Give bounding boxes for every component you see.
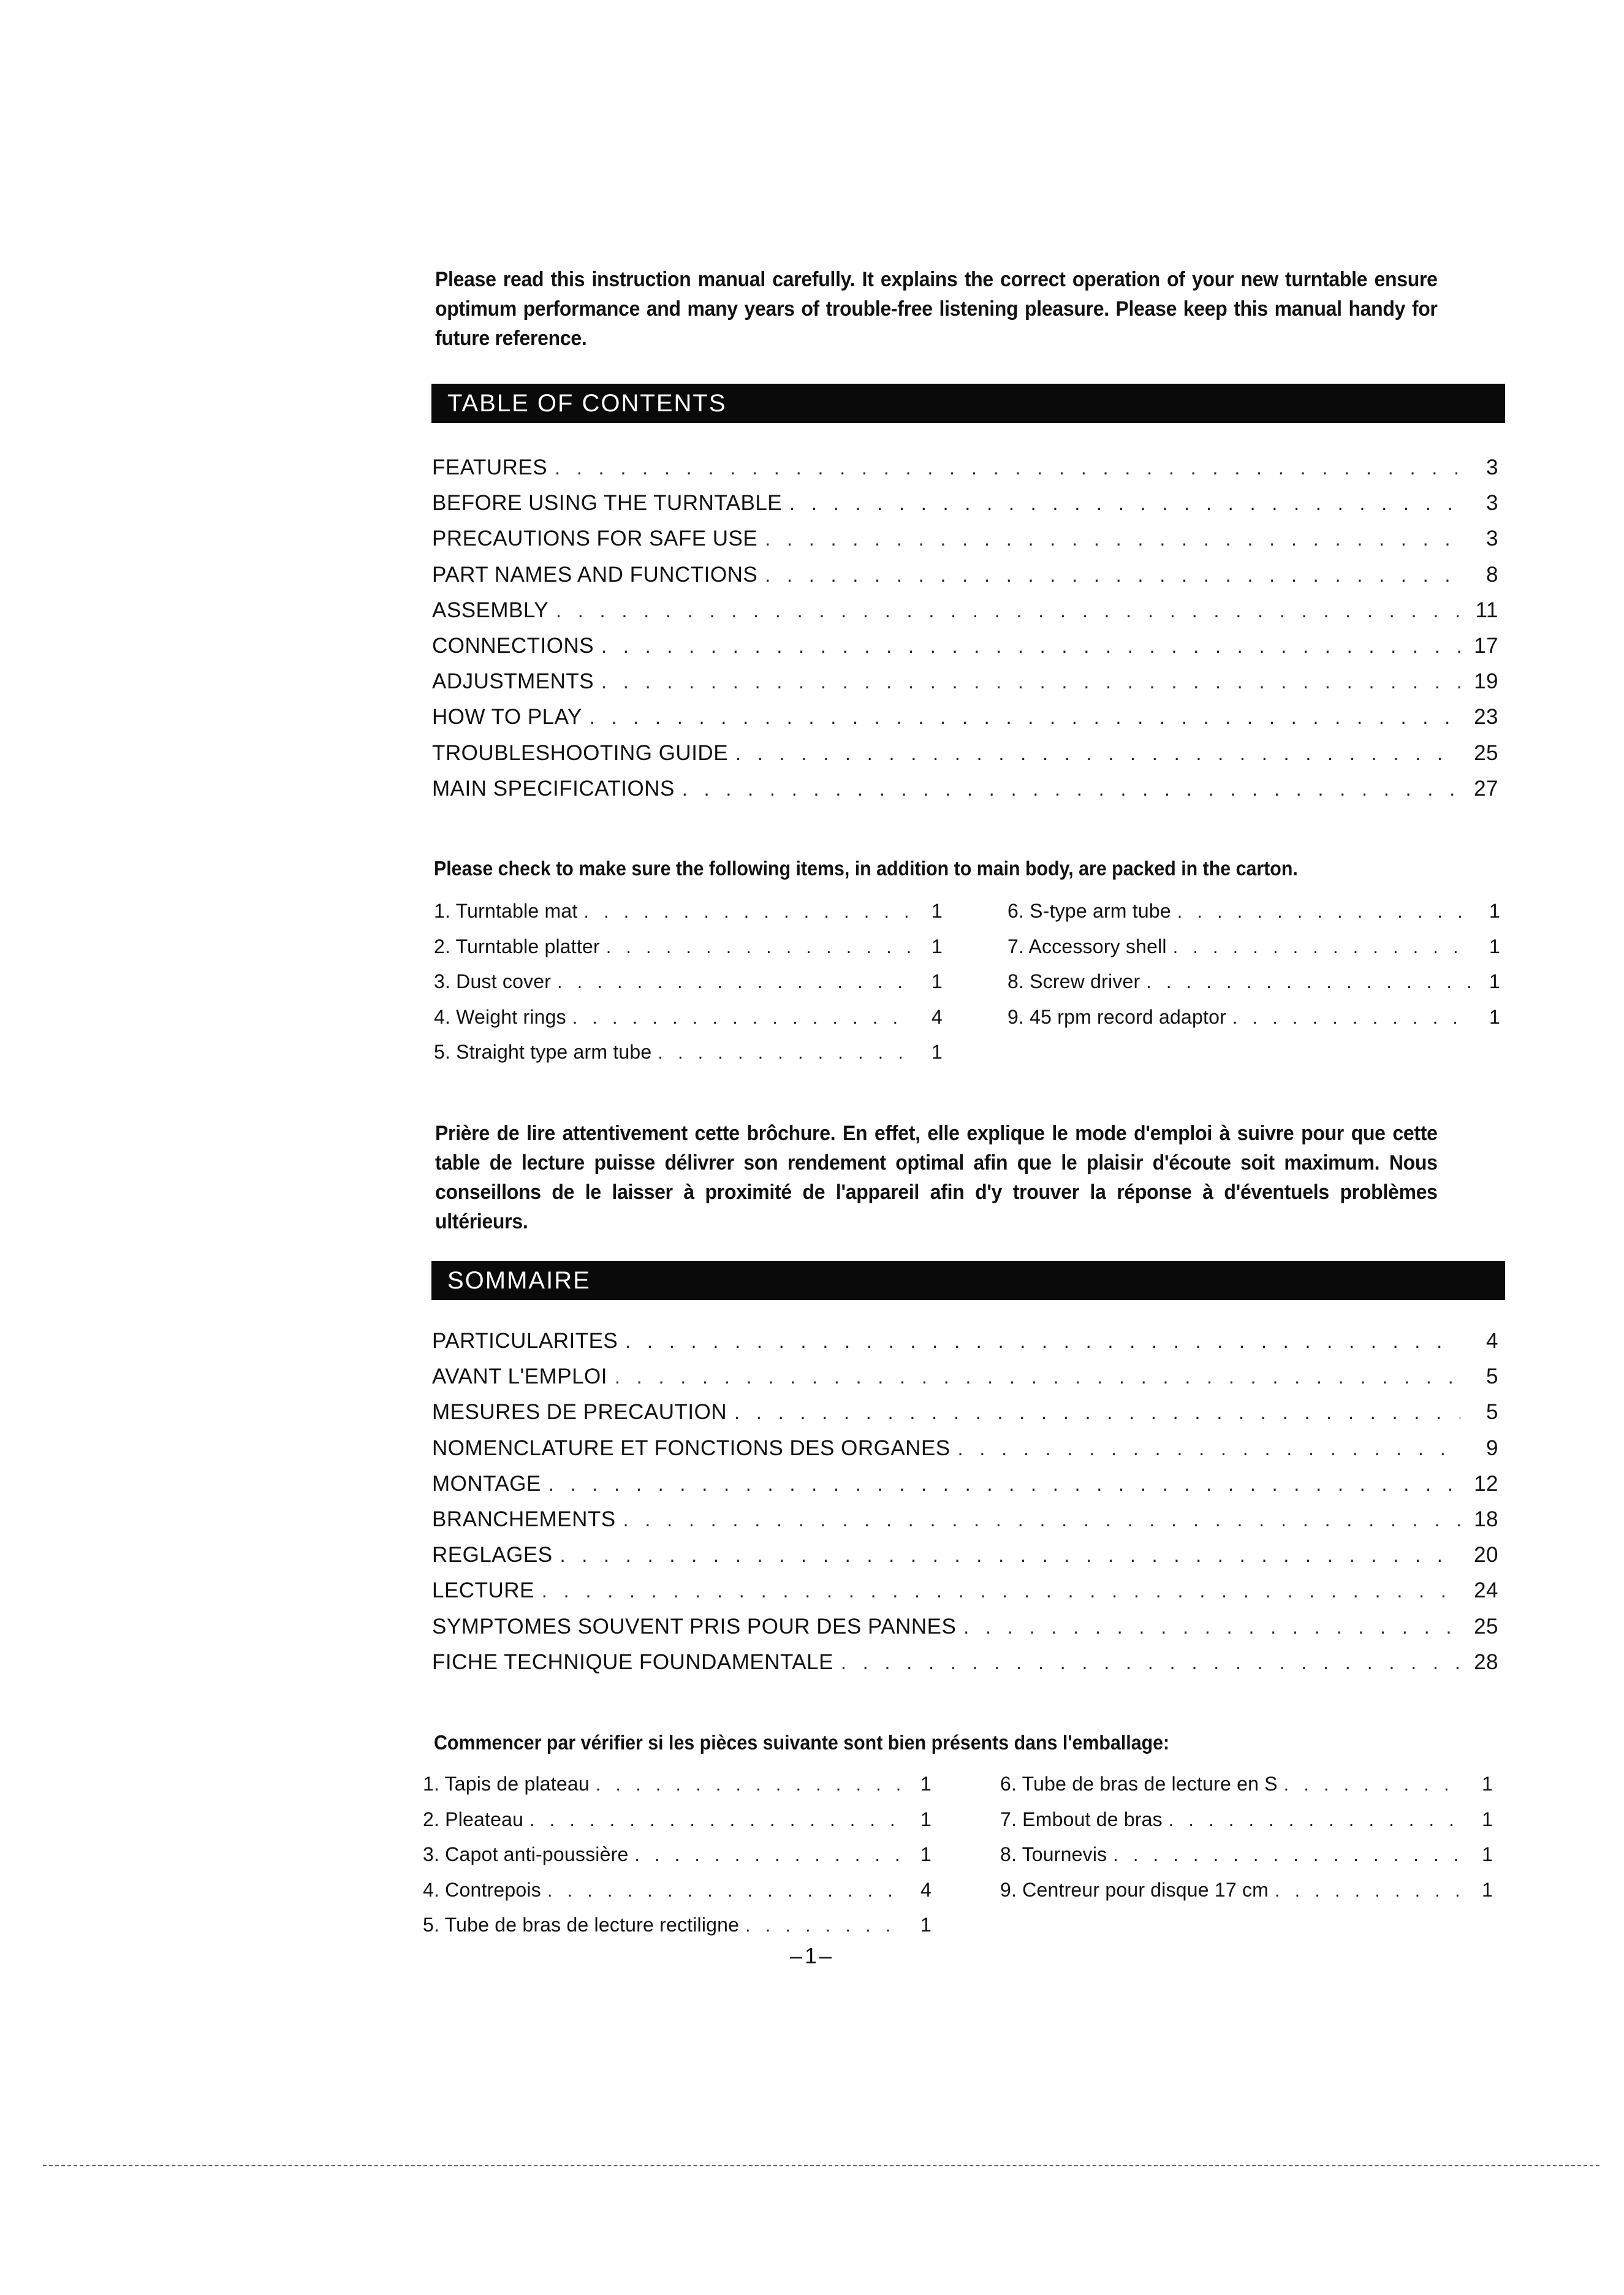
toc-entry <box>432 669 1498 705</box>
packing-item-qty: 1 <box>920 1914 932 1936</box>
toc-entry <box>432 563 1498 598</box>
dot-leader <box>634 1845 903 1866</box>
toc-entry-title: NOMENCLATURE ET FONCTIONS DES ORGANES <box>432 1436 950 1460</box>
packing-item-label: 1. Tapis de plateau <box>423 1773 590 1795</box>
toc-entry-title: SYMPTOMES SOUVENT PRIS POUR DES PANNES <box>432 1614 957 1638</box>
toc-entry <box>432 598 1498 634</box>
dot-leader <box>958 1437 1460 1460</box>
dot-leader <box>583 902 914 923</box>
packing-item-qty: 1 <box>932 900 943 922</box>
toc-entry-page: 19 <box>1474 669 1498 694</box>
dot-leader <box>542 1580 1460 1602</box>
packing-column-right <box>1000 1773 1493 1914</box>
dot-leader <box>557 972 914 993</box>
packing-item <box>434 900 943 935</box>
toc-entry-title: PARTICULARITES <box>432 1329 618 1353</box>
toc-entry <box>432 1507 1498 1543</box>
dot-leader <box>615 1366 1460 1388</box>
packing-item-label: 3. Dust cover <box>434 970 552 992</box>
toc-entry-title: PART NAMES AND FUNCTIONS <box>432 562 758 587</box>
dot-leader <box>734 1401 1460 1424</box>
toc-entry-page: 3 <box>1486 527 1498 551</box>
packing-item-qty: 4 <box>920 1878 932 1901</box>
packing-item-qty: 1 <box>932 970 943 992</box>
toc-entry-title: BRANCHEMENTS <box>432 1507 616 1531</box>
packing-item <box>423 1808 932 1844</box>
toc-entry-title: PRECAUTIONS FOR SAFE USE <box>432 527 758 551</box>
dot-leader <box>1177 902 1472 923</box>
dot-leader <box>765 528 1460 550</box>
toc-entry <box>432 527 1498 562</box>
toc-entry-page: 20 <box>1474 1543 1498 1567</box>
packing-item <box>1007 900 1500 935</box>
scan-edge-line <box>43 2165 1599 2166</box>
packing-item-label: 2. Pleateau <box>423 1808 524 1830</box>
dot-leader <box>529 1810 903 1831</box>
packing-item <box>1000 1773 1493 1808</box>
toc-entry <box>432 1650 1498 1686</box>
toc-entry-page: 17 <box>1474 633 1498 658</box>
dot-leader <box>963 1616 1460 1638</box>
dot-leader <box>590 706 1460 729</box>
toc-entry-title: BEFORE USING THE TURNTABLE <box>432 491 783 516</box>
toc-entry-title: FEATURES <box>432 455 548 479</box>
toc-entry <box>432 741 1498 777</box>
packing-item <box>423 1879 932 1914</box>
packing-item-qty: 1 <box>1482 1773 1493 1795</box>
packing-item-qty: 1 <box>932 1041 943 1063</box>
dot-leader <box>1146 972 1472 993</box>
toc-entry-page: 9 <box>1486 1436 1498 1460</box>
packing-item-label: 4. Contrepois <box>423 1878 541 1901</box>
packing-item-label: 3. Capot anti-poussière <box>423 1843 629 1865</box>
dot-leader <box>1284 1775 1465 1795</box>
page-number: –1– <box>789 1943 835 1968</box>
toc-entry-page: 23 <box>1474 705 1498 729</box>
intro-paragraph-fr: Prière de lire attentivement cette brôchure. En effet, elle explique le mode d'emploi à suivre pour que cette table de lecture puisse délivrer son rendement optimal afin que le plaisir d'écoute soit maximum. Nous conseillons de le laisser à proximité de l'appareil afin d'y trouver la réponse à d'éventuels problèmes ultérieurs. <box>435 1122 1438 1233</box>
toc-entry-page: 5 <box>1486 1364 1498 1389</box>
packing-item-qty: 1 <box>1482 1878 1493 1901</box>
packing-item-qty: 1 <box>1489 935 1500 957</box>
packing-item <box>423 1773 932 1808</box>
toc-banner-fr: SOMMAIRE <box>431 1261 1505 1300</box>
toc-entry-page: 3 <box>1486 455 1498 479</box>
dot-leader <box>556 599 1460 622</box>
toc-list-en <box>432 455 1498 812</box>
dot-leader <box>596 1775 903 1795</box>
dot-leader <box>682 778 1460 801</box>
dot-leader <box>555 457 1460 479</box>
toc-entry-page: 8 <box>1486 562 1498 587</box>
intro-paragraph-en: Please read this instruction manual carefully. It explains the correct operation of your new turntable ensure optimum performance and many years of trouble-free listening pleasure. Please keep this manual handy for future reference. <box>435 268 1438 350</box>
page-number-wrap <box>0 1943 1624 1969</box>
packing-column-left <box>423 1773 932 1949</box>
dot-leader <box>547 1881 903 1901</box>
toc-entry-title: AVANT L'EMPLOI <box>432 1364 607 1389</box>
toc-entry-page: 25 <box>1474 1614 1498 1638</box>
dot-leader <box>658 1043 914 1064</box>
packing-item-qty: 4 <box>932 1005 943 1028</box>
packing-item <box>434 970 943 1006</box>
toc-entry-page: 25 <box>1474 740 1498 765</box>
dot-leader <box>601 671 1460 693</box>
packing-item <box>1000 1843 1493 1879</box>
toc-entry-page: 27 <box>1474 776 1498 801</box>
packing-item-qty: 1 <box>1489 970 1500 992</box>
dot-leader <box>601 635 1460 658</box>
toc-entry-page: 12 <box>1474 1471 1498 1496</box>
packing-item-label: 9. 45 rpm record adaptor <box>1007 1005 1226 1028</box>
packing-item <box>434 1006 943 1041</box>
dot-leader <box>735 742 1460 765</box>
dot-leader <box>625 1330 1460 1353</box>
toc-entry-title: LECTURE <box>432 1578 534 1603</box>
toc-entry <box>432 705 1498 740</box>
packing-item-qty: 1 <box>920 1843 932 1865</box>
packing-item-label: 7. Embout de bras <box>1000 1808 1163 1830</box>
dot-leader <box>1113 1845 1465 1866</box>
packing-item-qty: 1 <box>932 935 943 957</box>
dot-leader <box>745 1916 903 1936</box>
packing-item <box>1000 1808 1493 1844</box>
toc-entry <box>432 1364 1498 1400</box>
packing-item <box>423 1843 932 1879</box>
packing-item-label: 8. Screw driver <box>1007 970 1140 992</box>
packing-column-left <box>434 900 943 1076</box>
dot-leader <box>572 1008 914 1029</box>
toc-entry-title: MESURES DE PRECAUTION <box>432 1400 727 1425</box>
toc-entry-title: FICHE TECHNIQUE FOUNDAMENTALE <box>432 1650 833 1674</box>
toc-entry-title: HOW TO PLAY <box>432 705 582 729</box>
packing-item <box>434 1041 943 1076</box>
dot-leader <box>560 1544 1460 1567</box>
dot-leader <box>841 1651 1460 1674</box>
toc-entry-page: 5 <box>1486 1400 1498 1425</box>
packing-check-heading-fr: Commencer par vérifier si les pièces suivante sont bien présents dans l'emballage: <box>434 1731 1170 1754</box>
dot-leader <box>1173 937 1472 958</box>
packing-item-label: 6. Tube de bras de lecture en S <box>1000 1773 1278 1795</box>
toc-entry <box>432 1436 1498 1472</box>
dot-leader <box>1232 1008 1472 1029</box>
packing-item <box>1007 1006 1500 1041</box>
dot-leader <box>623 1509 1460 1531</box>
toc-entry-title: CONNECTIONS <box>432 633 594 658</box>
packing-item-label: 8. Tournevis <box>1000 1843 1107 1865</box>
packing-item-label: 5. Tube de bras de lecture rectiligne <box>423 1914 740 1936</box>
toc-entry-title: TROUBLESHOOTING GUIDE <box>432 740 729 765</box>
packing-item-label: 5. Straight type arm tube <box>434 1041 652 1063</box>
toc-banner-en: TABLE OF CONTENTS <box>431 384 1505 423</box>
packing-item-label: 1. Turntable mat <box>434 900 578 922</box>
packing-check-heading-en: Please check to make sure the following items, in addition to main body, are packed in the carton. <box>434 857 1298 880</box>
packing-item <box>1000 1879 1493 1914</box>
packing-item <box>1007 935 1500 971</box>
toc-entry <box>432 1400 1498 1436</box>
toc-entry <box>432 455 1498 491</box>
packing-item-qty: 1 <box>920 1808 932 1830</box>
packing-item-qty: 1 <box>1482 1808 1493 1830</box>
packing-column-right <box>1007 900 1500 1041</box>
toc-entry-title: REGLAGES <box>432 1543 553 1567</box>
toc-entry <box>432 1472 1498 1507</box>
toc-entry-page: 18 <box>1474 1507 1498 1531</box>
packing-item-label: 7. Accessory shell <box>1007 935 1167 957</box>
packing-item-label: 9. Centreur pour disque 17 cm <box>1000 1878 1269 1901</box>
toc-entry-title: ADJUSTMENTS <box>432 669 594 694</box>
toc-entry-page: 28 <box>1474 1650 1498 1674</box>
toc-entry <box>432 1578 1498 1614</box>
toc-entry <box>432 777 1498 812</box>
toc-entry <box>432 1543 1498 1578</box>
dot-leader <box>548 1473 1460 1496</box>
packing-item <box>1007 970 1500 1006</box>
packing-item-label: 4. Weight rings <box>434 1005 566 1028</box>
dot-leader <box>1169 1810 1465 1831</box>
toc-entry-title: ASSEMBLY <box>432 598 549 622</box>
dot-leader <box>1275 1881 1465 1901</box>
packing-item-label: 6. S-type arm tube <box>1007 900 1171 922</box>
toc-entry-page: 24 <box>1474 1578 1498 1603</box>
dot-leader <box>765 564 1460 587</box>
toc-entry-page: 3 <box>1486 491 1498 516</box>
toc-list-fr <box>432 1329 1498 1686</box>
toc-entry <box>432 1615 1498 1650</box>
toc-entry-page: 4 <box>1486 1329 1498 1353</box>
packing-item-qty: 1 <box>1489 1005 1500 1028</box>
dot-leader <box>789 492 1460 515</box>
packing-item-qty: 1 <box>920 1773 932 1795</box>
packing-item-qty: 1 <box>1482 1843 1493 1865</box>
packing-item <box>434 935 943 971</box>
toc-entry-title: MONTAGE <box>432 1471 541 1496</box>
toc-entry <box>432 491 1498 527</box>
packing-item-qty: 1 <box>1489 900 1500 922</box>
toc-entry-page: 11 <box>1475 598 1498 622</box>
dot-leader <box>606 937 914 958</box>
toc-entry <box>432 634 1498 669</box>
toc-entry <box>432 1329 1498 1364</box>
toc-entry-title: MAIN SPECIFICATIONS <box>432 776 675 801</box>
packing-item-label: 2. Turntable platter <box>434 935 600 957</box>
